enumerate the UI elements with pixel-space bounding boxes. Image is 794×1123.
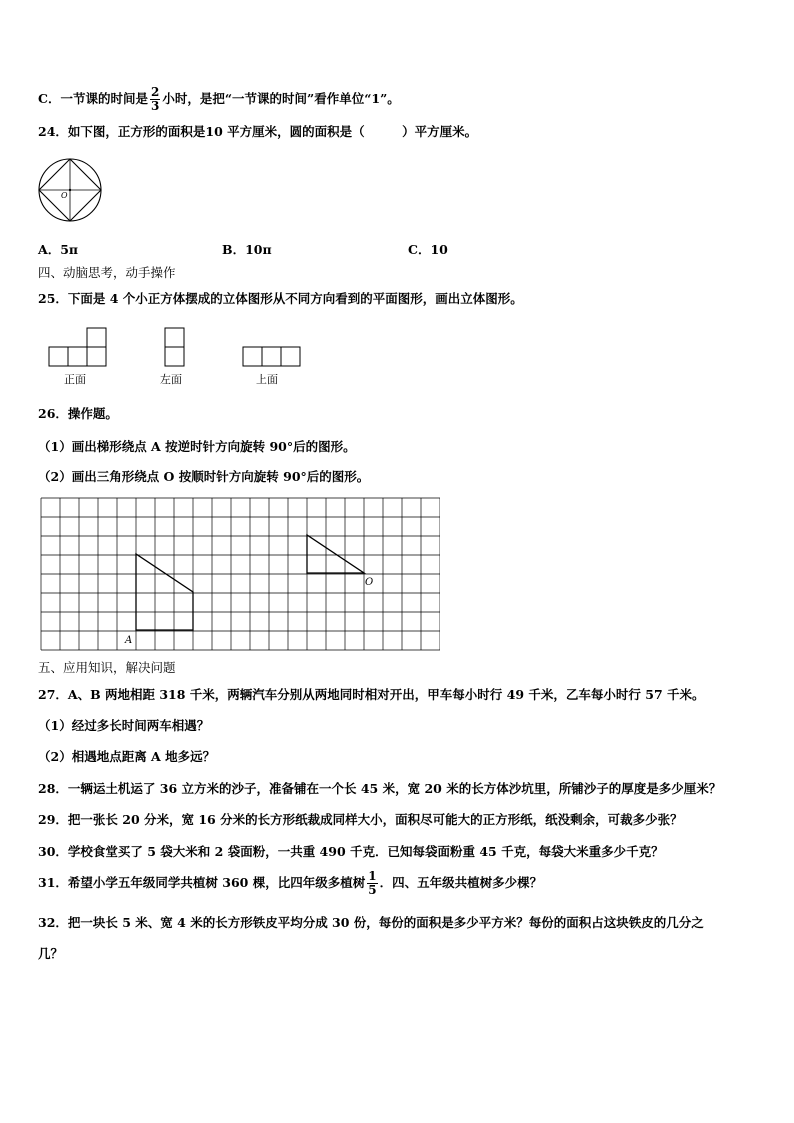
point-o-label: O bbox=[365, 577, 374, 588]
fraction-numerator: 1 bbox=[368, 869, 377, 883]
left-view-label: 左面 bbox=[160, 373, 182, 386]
q31-suffix: ．四、五年级共植树多少棵？ bbox=[379, 875, 543, 890]
q23-prefix: C．一节课的时间是 bbox=[38, 91, 148, 106]
q23-suffix: 小时，是把“一节课的时间”看作单位“1”。 bbox=[162, 91, 400, 106]
q25-text: 25．下面是 4 个小正方体摆成的立体图形从不同方向看到的平面图形，画出立体图形。 bbox=[38, 291, 523, 306]
grid-lines bbox=[41, 498, 440, 650]
front-view bbox=[48, 327, 110, 369]
q23-option-c bbox=[38, 86, 400, 113]
q26-sub2: （2）画出三角形绕点 O 按顺时针方向旋转 90°后的图形。 bbox=[38, 469, 370, 484]
fraction-denominator: 3 bbox=[150, 99, 160, 113]
q29-text: 29．把一张长 20 分米，宽 16 分米的长方形纸裁成同样大小，面积尽可能大的正方形纸，纸没剩余，可裁多少张？ bbox=[38, 812, 683, 827]
q26-title: 26．操作题。 bbox=[38, 406, 118, 421]
left-view bbox=[164, 327, 188, 369]
front-view-label: 正面 bbox=[64, 373, 86, 386]
fraction-denominator: 5 bbox=[368, 883, 377, 897]
section-5-heading: 五、应用知识，解决问题 bbox=[38, 660, 176, 675]
q31-prefix: 31．希望小学五年级同学共植树 360 棵，比四年级多植树 bbox=[38, 875, 366, 890]
top-view-label: 上面 bbox=[256, 373, 278, 386]
section-4-heading: 四、动脑思考，动手操作 bbox=[38, 265, 176, 280]
point-a-label: A bbox=[125, 635, 133, 646]
q24-option-b: B．10π bbox=[222, 242, 272, 257]
q26-sub1: （1）画出梯形绕点 A 按逆时针方向旋转 90°后的图形。 bbox=[38, 439, 356, 454]
center-point bbox=[69, 189, 71, 191]
center-label: O bbox=[61, 191, 68, 200]
triangle bbox=[307, 535, 364, 573]
q32-line1: 32．把一块长 5 米、宽 4 米的长方形铁皮平均分成 30 份，每份的面积是多少平方米？每份的面积占这块铁皮的几分之 bbox=[38, 915, 704, 930]
q24-option-a: A．5π bbox=[38, 242, 79, 257]
fraction-numerator: 2 bbox=[150, 85, 160, 99]
q27-sub2: （2）相遇地点距离 A 地多远？ bbox=[38, 749, 216, 764]
q24-text: 24．如下图，正方形的面积是10 平方厘米，圆的面积是（ ）平方厘米。 bbox=[38, 124, 478, 139]
q27-sub1: （1）经过多长时间两车相遇？ bbox=[38, 718, 210, 733]
q31-text bbox=[38, 868, 542, 898]
q24-option-c: C．10 bbox=[408, 242, 448, 257]
circle-square-figure bbox=[36, 156, 104, 224]
fraction bbox=[150, 86, 160, 113]
q27-text: 27．A、B 两地相距 318 千米，两辆汽车分别从两地同时相对开出，甲车每小时行 49 千米，乙车每小时行 57 千米。 bbox=[38, 687, 705, 702]
top-view bbox=[242, 346, 304, 369]
q30-text: 30．学校食堂买了 5 袋大米和 2 袋面粉，一共重 490 千克．已知每袋面粉重 45 千克，每袋大米重多少千克？ bbox=[38, 844, 664, 859]
q28-text: 28．一辆运土机运了 36 立方米的沙子，准备铺在一个长 45 米，宽 20 米的长方体沙坑里，所铺沙子的厚度是多少厘米？ bbox=[38, 781, 722, 796]
trapezoid bbox=[136, 554, 193, 630]
q32-line2: 几？ bbox=[38, 946, 64, 961]
rotation-grid bbox=[40, 497, 440, 651]
fraction bbox=[367, 870, 377, 897]
